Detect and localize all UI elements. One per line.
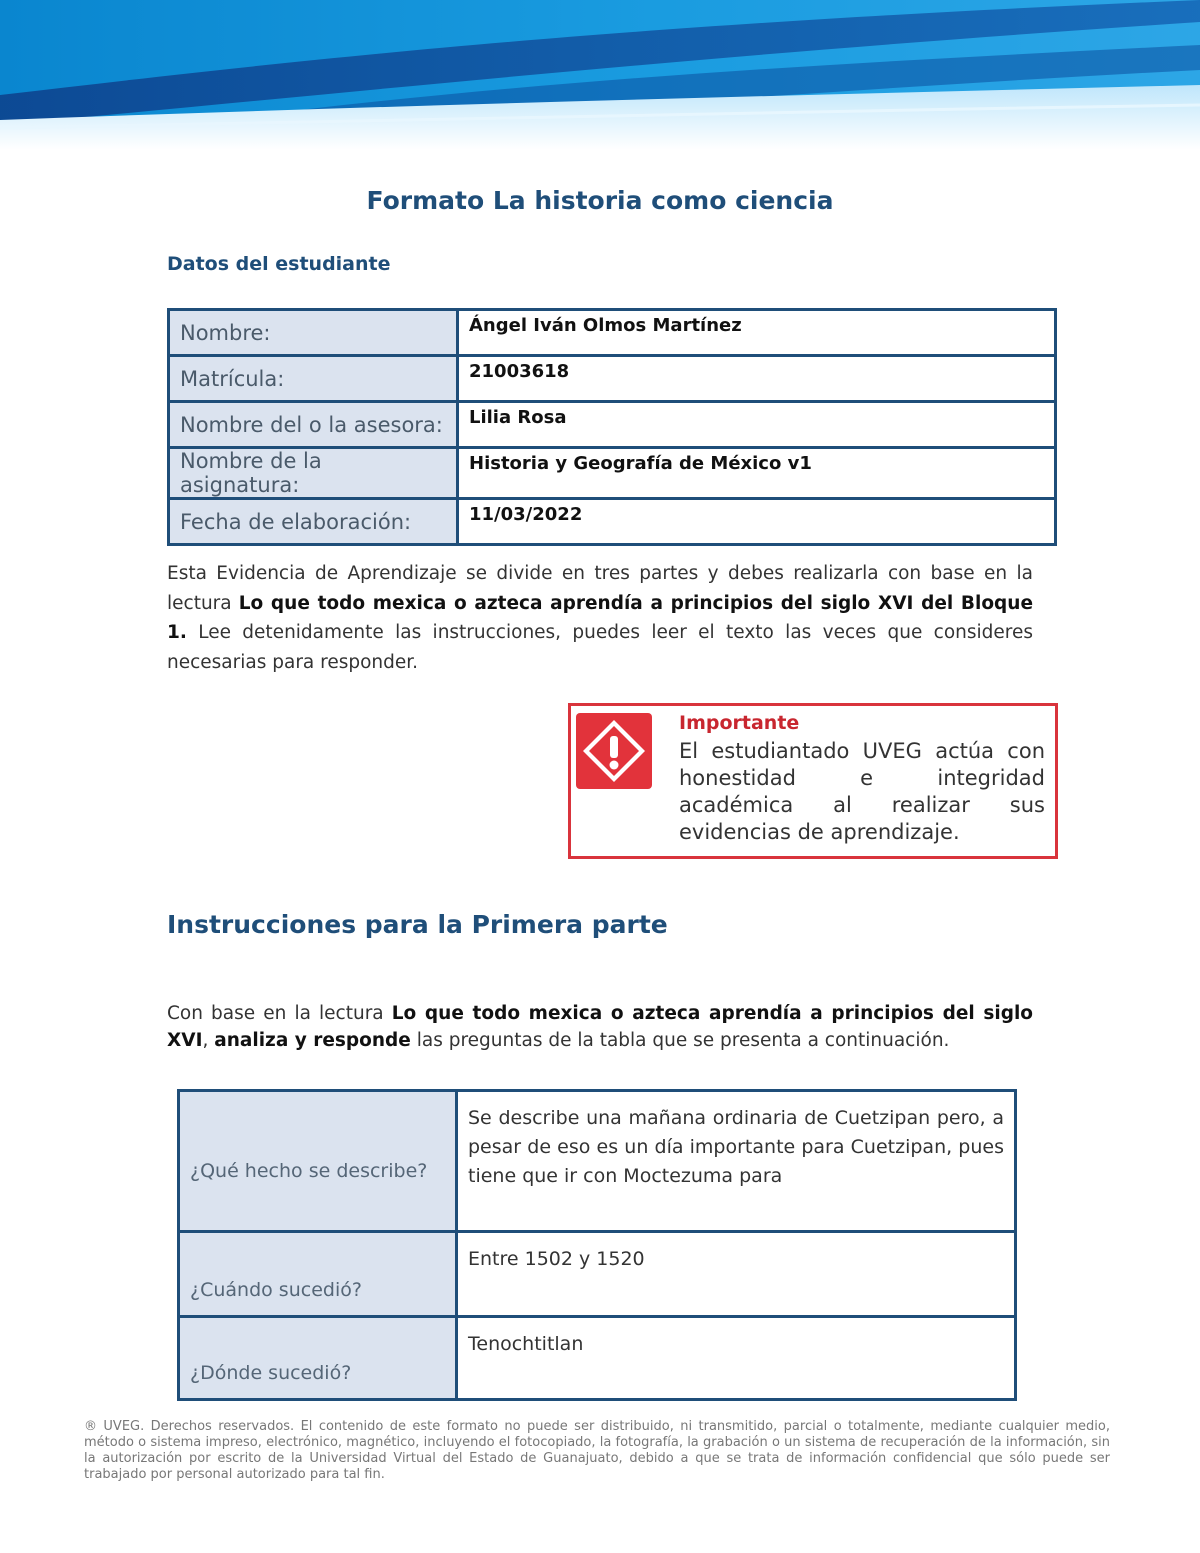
notice-text: El estudiantado UVEG actúa con honestidad e integridad académica al realizar sus evidencias de aprendizaje. bbox=[679, 739, 1045, 844]
table-row bbox=[169, 310, 1056, 356]
table-row bbox=[169, 402, 1056, 448]
intro-text: Esta Evidencia de Aprendizaje se divide en tres partes y debes realizarla con base en la lectura bbox=[167, 563, 1033, 614]
intro-reading-title: Lo que todo mexica o azteca aprendía a principios del siglo XVI del Bloque 1. bbox=[167, 592, 1034, 643]
answer-what: Se describe una mañana ordinaria de Cuetzipan pero, a pesar de eso es un día importante para Cuetzipan, pues tiene que ir con Moctezuma para bbox=[457, 1091, 1016, 1232]
instructions-text-end: las preguntas de la tabla que se presenta a continuación. bbox=[410, 1030, 950, 1051]
instructions-action: analiza y responde bbox=[214, 1030, 411, 1051]
student-name-value: Ángel Iván Olmos Martínez bbox=[458, 310, 1056, 356]
table-row bbox=[169, 448, 1056, 499]
student-id-value: 21003618 bbox=[458, 356, 1056, 402]
question-where: ¿Dónde sucedió? bbox=[179, 1317, 457, 1400]
subject-value: Historia y Geografía de México v1 bbox=[458, 448, 1056, 499]
instructions-paragraph bbox=[167, 1000, 1033, 1054]
advisor-value: Lilia Rosa bbox=[458, 402, 1056, 448]
student-section-label: Datos del estudiante bbox=[167, 253, 391, 275]
date-label: Fecha de elaboración: bbox=[169, 499, 458, 545]
subject-label: Nombre de la asignatura: bbox=[169, 448, 458, 499]
student-id-label: Matrícula: bbox=[169, 356, 458, 402]
answer-where: Tenochtitlan bbox=[457, 1317, 1016, 1400]
answer-when: Entre 1502 y 1520 bbox=[457, 1232, 1016, 1317]
student-name-label: Nombre: bbox=[169, 310, 458, 356]
table-row bbox=[169, 499, 1056, 545]
date-value: 11/03/2022 bbox=[458, 499, 1056, 545]
copyright-footer: ® UVEG. Derechos reservados. El contenido de este formato no puede ser distribuido, ni transmitido, parcial o totalmente, mediante cualquier medio, método o sistema impreso, electrónico, magnético, incluyendo el fotocopiado, la fotografía, la grabación o un sistema de recuperación de la información, sin la autorización por escrito de la Universidad Virtual del Estado de Guanajuato, debido a que se trata de información confidencial que sólo puede ser trabajado por personal autorizado para tal fin. bbox=[84, 1419, 1110, 1482]
table-row bbox=[179, 1091, 1016, 1232]
notice-title: Importante bbox=[679, 712, 800, 734]
instructions-reading-title: Lo que todo mexica o azteca aprendía a principios del siglo XVI bbox=[167, 1003, 1034, 1051]
table-row bbox=[169, 356, 1056, 402]
advisor-label: Nombre del o la asesora: bbox=[169, 402, 458, 448]
questions-table bbox=[177, 1089, 1017, 1401]
question-when: ¿Cuándo sucedió? bbox=[179, 1232, 457, 1317]
question-what: ¿Qué hecho se describe? bbox=[179, 1091, 457, 1232]
first-part-heading: Instrucciones para la Primera parte bbox=[167, 910, 668, 939]
intro-text-continued: Lee detenidamente las instrucciones, puedes leer el texto las veces que consideres necesarias para responder. bbox=[167, 622, 1033, 673]
table-row bbox=[179, 1317, 1016, 1400]
intro-paragraph bbox=[167, 559, 1033, 677]
instructions-text: Con base en la lectura bbox=[167, 1003, 392, 1024]
instructions-separator: , bbox=[202, 1030, 215, 1051]
important-notice bbox=[568, 703, 1058, 859]
table-row bbox=[179, 1232, 1016, 1317]
header-banner bbox=[0, 0, 1200, 150]
student-info-table bbox=[167, 308, 1057, 546]
warning-exclamation-icon bbox=[576, 713, 652, 789]
document-title: Formato La historia como ciencia bbox=[366, 186, 834, 215]
